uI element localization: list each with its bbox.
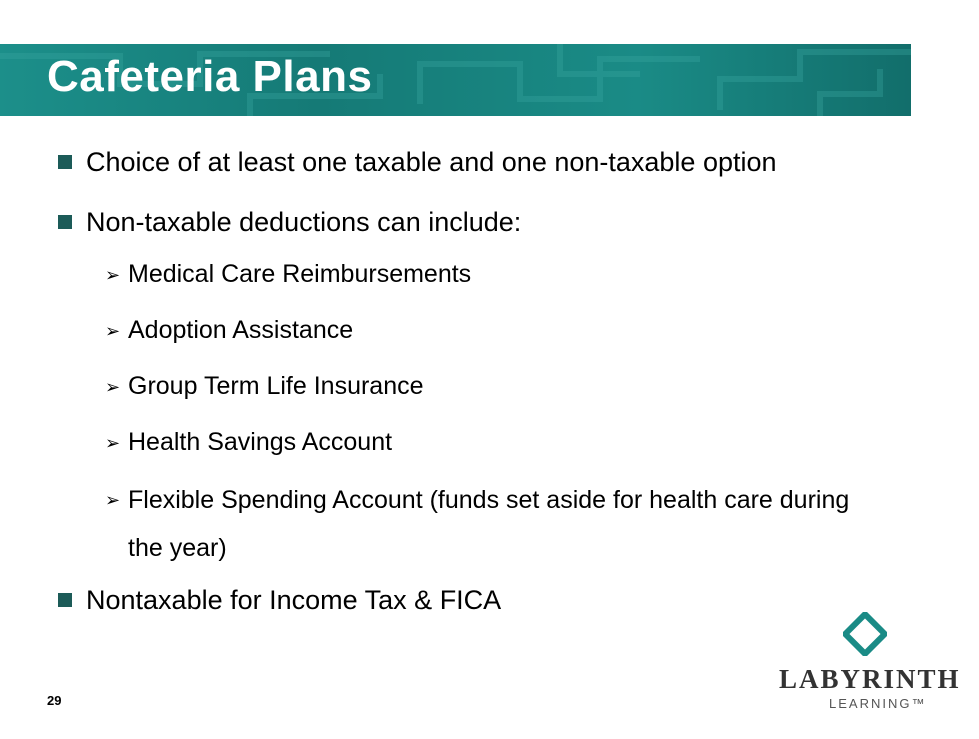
- sub-bullet-item: [58, 414, 888, 470]
- sub-bullet-text: Medical Care Reimbursements: [128, 260, 472, 288]
- arrow-bullet-icon: ➢: [105, 433, 121, 453]
- bullet-item: [58, 198, 888, 246]
- sub-bullet-item: [58, 302, 888, 358]
- logo-name: LABYRINTH: [779, 664, 961, 694]
- sub-bullet-text: Adoption Assistance: [128, 316, 354, 344]
- title-bar: [0, 44, 911, 116]
- slide-title: Cafeteria Plans: [47, 52, 373, 101]
- arrow-bullet-icon: ➢: [105, 377, 121, 397]
- sub-bullet-item: [58, 470, 888, 572]
- square-bullet-icon: [58, 593, 72, 607]
- sub-bullet-item: [58, 358, 888, 414]
- arrow-bullet-icon: ➢: [105, 321, 121, 341]
- bullet-text: Choice of at least one taxable and one non-taxable option: [86, 147, 777, 177]
- sub-bullet-text: Flexible Spending Account (funds set aside for health care during the year): [128, 486, 850, 562]
- logo-subtitle: LEARNING™: [829, 696, 927, 711]
- sub-bullet-text: Group Term Life Insurance: [128, 372, 424, 400]
- square-bullet-icon: [58, 215, 72, 229]
- diamond-logo-icon: [843, 612, 887, 656]
- sub-bullet-item: [58, 246, 888, 302]
- bullet-item: [58, 576, 888, 624]
- bullet-text: Non-taxable deductions can include:: [86, 207, 522, 237]
- page-number: 29: [47, 693, 62, 708]
- sub-bullet-text: Health Savings Account: [128, 428, 393, 456]
- square-bullet-icon: [58, 155, 72, 169]
- arrow-bullet-icon: ➢: [105, 490, 121, 510]
- labyrinth-logo: [779, 612, 959, 717]
- bullet-list: [58, 138, 888, 624]
- bullet-item: [58, 138, 888, 186]
- bullet-text: Nontaxable for Income Tax & FICA: [86, 585, 502, 615]
- arrow-bullet-icon: ➢: [105, 265, 121, 285]
